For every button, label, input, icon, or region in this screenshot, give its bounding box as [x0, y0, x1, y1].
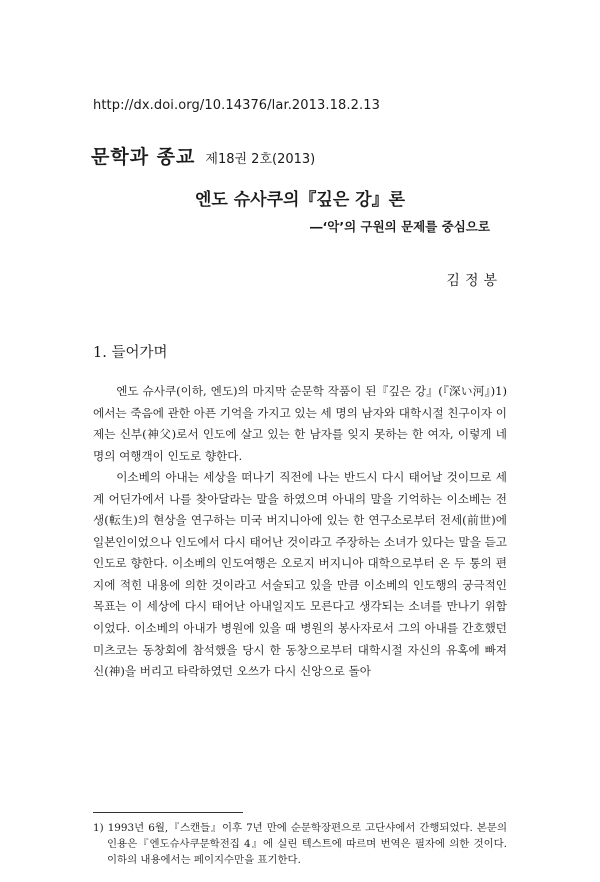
journal-name: 문학과 종교	[91, 146, 196, 168]
body-paragraph: 이소베의 아내는 세상을 떠나기 직전에 나는 반드시 다시 태어날 것이므로 세계 어딘가에서 나를 찾아달라는 말을 하였으며 아내의 말을 기억하는 이소베는 전생(転生)의 현상을 연구하는 미국 버지니아에 있는 한 연구소로부터 전세(前世)에 일본인이었으나 인도에서 다시 태어난 것이라고 주장하는 소녀가 있다는 말을 듣고 인도로 향한다. 이소베의 인도여행은 오로지 버지니아 대학으로부터 온 두 통의 편지에 적힌 내용에 의한 것이라고 서술되고 있을 만큼 이소베의 인도행의 궁극적인 목표는 이 세상에 다시 태어난 아내일지도 모른다고 생각되는 소녀를 만나기 위함이었다. 이소베의 아내가 병원에 있을 때 병원의 봉사자로서 그의 아내를 간호했던 미츠코는 동창회에 참석했을 당시 한 동창으로부터 대학시절 자신의 유혹에 빠져 신(神)을 버리고 타락하였던 오쓰가 다시 신앙으로 돌아	[93, 470, 507, 679]
article-title: 엔도 슈사쿠의『깊은 강』론	[194, 190, 406, 210]
journal-header	[91, 142, 315, 169]
body-paragraph: 엔도 슈사쿠(이하, 엔도)의 마지막 순문학 작품이 된『깊은 강』(『深い河』)1)에서는 죽음에 관한 아픈 기억을 가지고 있는 세 명의 남자와 대학시절 친구이자 이제는 신부(神父)로서 인도에 살고 있는 한 남자를 잊지 못하는 한 여자, 이렇게 네 명의 여행객이 인도로 향한다.	[93, 384, 507, 463]
body-text	[93, 381, 507, 683]
footnote-divider	[93, 812, 243, 813]
doi-link[interactable]: http://dx.doi.org/10.14376/lar.2013.18.2.13	[93, 98, 380, 113]
section-heading: 1. 들어가며	[93, 345, 168, 361]
journal-issue: 제18권 2호(2013)	[205, 152, 316, 167]
footnote: 1) 1993년 6월,『스캔들』이후 7년 만에 순문학장편으로 고단샤에서 간행되었다. 본문의 인용은『엔도슈사쿠문학전집 4』에 실린 텍스트에 따르며 번역은 필자에 의한 것이다. 이하의 내용에서는 페이지수만을 표기한다.	[93, 822, 507, 866]
author-name: 김정봉	[446, 273, 502, 289]
article-subtitle: ―‘악’의 구원의 문제를 중심으로	[310, 219, 490, 234]
